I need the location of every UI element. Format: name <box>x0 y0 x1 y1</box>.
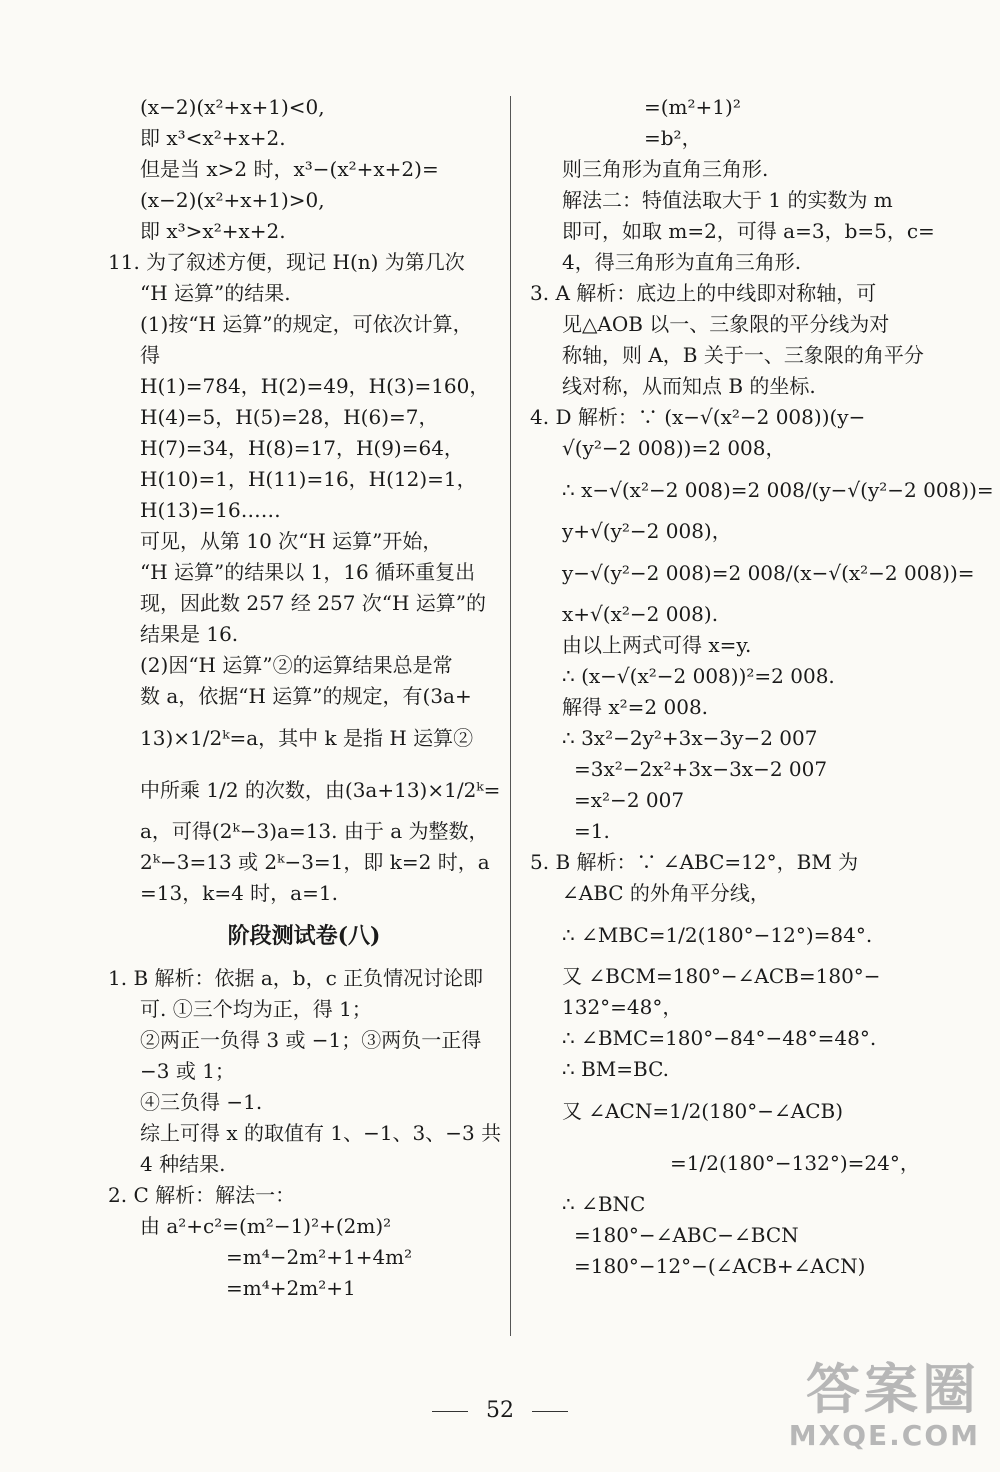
watermark-logo <box>788 1358 980 1452</box>
text-line: ∴ x−√(x²−2 008)=2 008/(y−√(y²−2 008))= <box>562 478 994 502</box>
text-line: 结果是 16. <box>140 622 239 646</box>
text-line: =1/2(180°−132°)=24°， <box>670 1151 920 1175</box>
text-line: “H 运算”的结果以 1，16 循环重复出 <box>140 560 476 584</box>
text-line: (1)按“H 运算”的规定，可依次计算， <box>140 312 473 336</box>
text-line: “H 运算”的结果. <box>140 281 291 305</box>
text-line: x+√(x²−2 008). <box>562 602 719 626</box>
text-line: 即可，如取 m=2，可得 a=3，b=5，c= <box>562 219 935 243</box>
problem-11: 11. 为了叙述方便，现记 H(n) 为第几次 <box>108 250 465 274</box>
text-line: 由 a²+c²=(m²−1)²+(2m)² <box>140 1214 392 1238</box>
text-line: =m⁴−2m²+1+4m² <box>226 1245 413 1269</box>
text-line: H(4)=5，H(5)=28，H(6)=7， <box>140 405 439 429</box>
text-line: 又 ∠BCM=180°−∠ACB=180°− <box>562 964 881 988</box>
text-line: (x−2)(x²+x+1)<0, <box>140 95 325 119</box>
text-line: 则三角形为直角三角形. <box>562 157 769 181</box>
text-line: 即 x³>x²+x+2. <box>140 219 286 243</box>
text-line: 4，得三角形为直角三角形. <box>562 250 802 274</box>
text-line: 即 x³<x²+x+2. <box>140 126 286 150</box>
text-line: √(y²−2 008))=2 008， <box>562 436 786 460</box>
watermark-bottom: MXQE.COM <box>788 1419 980 1452</box>
problem-2: 2. C 解析：解法一： <box>108 1183 296 1207</box>
text-line: =3x²−2x²+3x−3x−2 007 <box>574 757 828 781</box>
watermark-top: 答案圈 <box>806 1358 980 1421</box>
problem-3: 3. A 解析：底边上的中线即对称轴，可 <box>530 281 877 305</box>
text-line: =m⁴+2m²+1 <box>226 1276 356 1300</box>
text-line: =180°−∠ABC−∠BCN <box>574 1223 799 1247</box>
problem-5: 5. B 解析：∵ ∠ABC=12°，BM 为 <box>530 850 859 874</box>
text-line: 中所乘 1/2 的次数，由(3a+13)×1/2ᵏ= <box>140 778 501 802</box>
page-number-value: 52 <box>486 1398 514 1423</box>
page-number-dash <box>432 1411 468 1412</box>
text-line: 数 a，依据“H 运算”的规定，有(3a+ <box>140 684 472 708</box>
text-line: (x−2)(x²+x+1)>0, <box>140 188 325 212</box>
text-line: ∴ BM=BC. <box>562 1057 670 1081</box>
text-line: 可见，从第 10 次“H 运算”开始， <box>140 529 443 553</box>
text-line: 现，因此数 257 经 257 次“H 运算”的 <box>140 591 487 615</box>
text-line: 综上可得 x 的取值有 1、−1、3、−3 共 <box>140 1121 502 1145</box>
text-line: 4 种结果. <box>140 1152 226 1176</box>
text-line: ∴ (x−√(x²−2 008))²=2 008. <box>562 664 835 688</box>
text-line: 由以上两式可得 x=y. <box>562 633 752 657</box>
text-line: 但是当 x>2 时，x³−(x²+x+2)= <box>140 157 439 181</box>
text-line: =180°−12°−(∠ACB+∠ACN) <box>574 1254 866 1278</box>
text-line: y+√(y²−2 008)， <box>562 519 732 543</box>
text-line: y−√(y²−2 008)=2 008/(x−√(x²−2 008))= <box>562 561 975 585</box>
problem-4: 4. D 解析：∵ (x−√(x²−2 008))(y− <box>530 405 866 429</box>
text-line: 13)×1/2ᵏ=a，其中 k 是指 H 运算② <box>140 726 474 750</box>
text-line: 得 <box>140 343 160 367</box>
text-line: 可. ①三个均为正，得 1； <box>140 997 372 1021</box>
problem-1: 1. B 解析：依据 a，b，c 正负情况讨论即 <box>108 966 484 990</box>
text-line: ④三负得 −1. <box>140 1090 263 1114</box>
text-line: =13，k=4 时，a=1. <box>140 881 338 905</box>
text-line: H(13)=16…… <box>140 498 281 522</box>
text-line: =x²−2 007 <box>574 788 685 812</box>
left-column <box>108 92 500 1304</box>
text-line: a，可得(2ᵏ−3)a=13. 由于 a 为整数， <box>140 819 489 843</box>
text-line: 又 ∠ACN=1/2(180°−∠ACB) <box>562 1099 844 1123</box>
text-line: ∠ABC 的外角平分线， <box>562 881 770 905</box>
text-line: =b²， <box>644 126 702 150</box>
text-line: ∴ ∠BMC=180°−84°−48°=48°. <box>562 1026 877 1050</box>
text-line: =1. <box>574 819 610 843</box>
text-line: (2)因“H 运算”②的运算结果总是常 <box>140 653 453 677</box>
text-line: 解得 x²=2 008. <box>562 695 709 719</box>
text-line: 线对称，从而知点 B 的坐标. <box>562 374 816 398</box>
text-line: ∴ ∠BNC <box>562 1192 646 1216</box>
text-line: 称轴，则 A，B 关于一、三象限的角平分 <box>562 343 924 367</box>
text-line: ∴ ∠MBC=1/2(180°−12°)=84°. <box>562 923 873 947</box>
column-divider <box>510 96 511 1336</box>
text-line: ②两正一负得 3 或 −1；③两负一正得 <box>140 1028 482 1052</box>
text-line: H(7)=34，H(8)=17，H(9)=64， <box>140 436 464 460</box>
text-line: 解法二：特值法取大于 1 的实数为 m <box>562 188 893 212</box>
text-line: H(10)=1，H(11)=16，H(12)=1， <box>140 467 477 491</box>
page-number-dash <box>532 1411 568 1412</box>
text-line: ∴ 3x²−2y²+3x−3y−2 007 <box>562 726 818 750</box>
text-line: 见△AOB 以一、三象限的平分线为对 <box>562 312 890 336</box>
text-line: 132°=48°， <box>562 995 683 1019</box>
section-title: 阶段测试卷(八) <box>227 923 381 949</box>
text-line: 2ᵏ−3=13 或 2ᵏ−3=1，即 k=2 时，a <box>140 850 490 874</box>
text-line: H(1)=784，H(2)=49，H(3)=160， <box>140 374 490 398</box>
right-column <box>530 92 994 1282</box>
text-line: =(m²+1)² <box>644 95 741 119</box>
text-line: −3 或 1； <box>140 1059 235 1083</box>
